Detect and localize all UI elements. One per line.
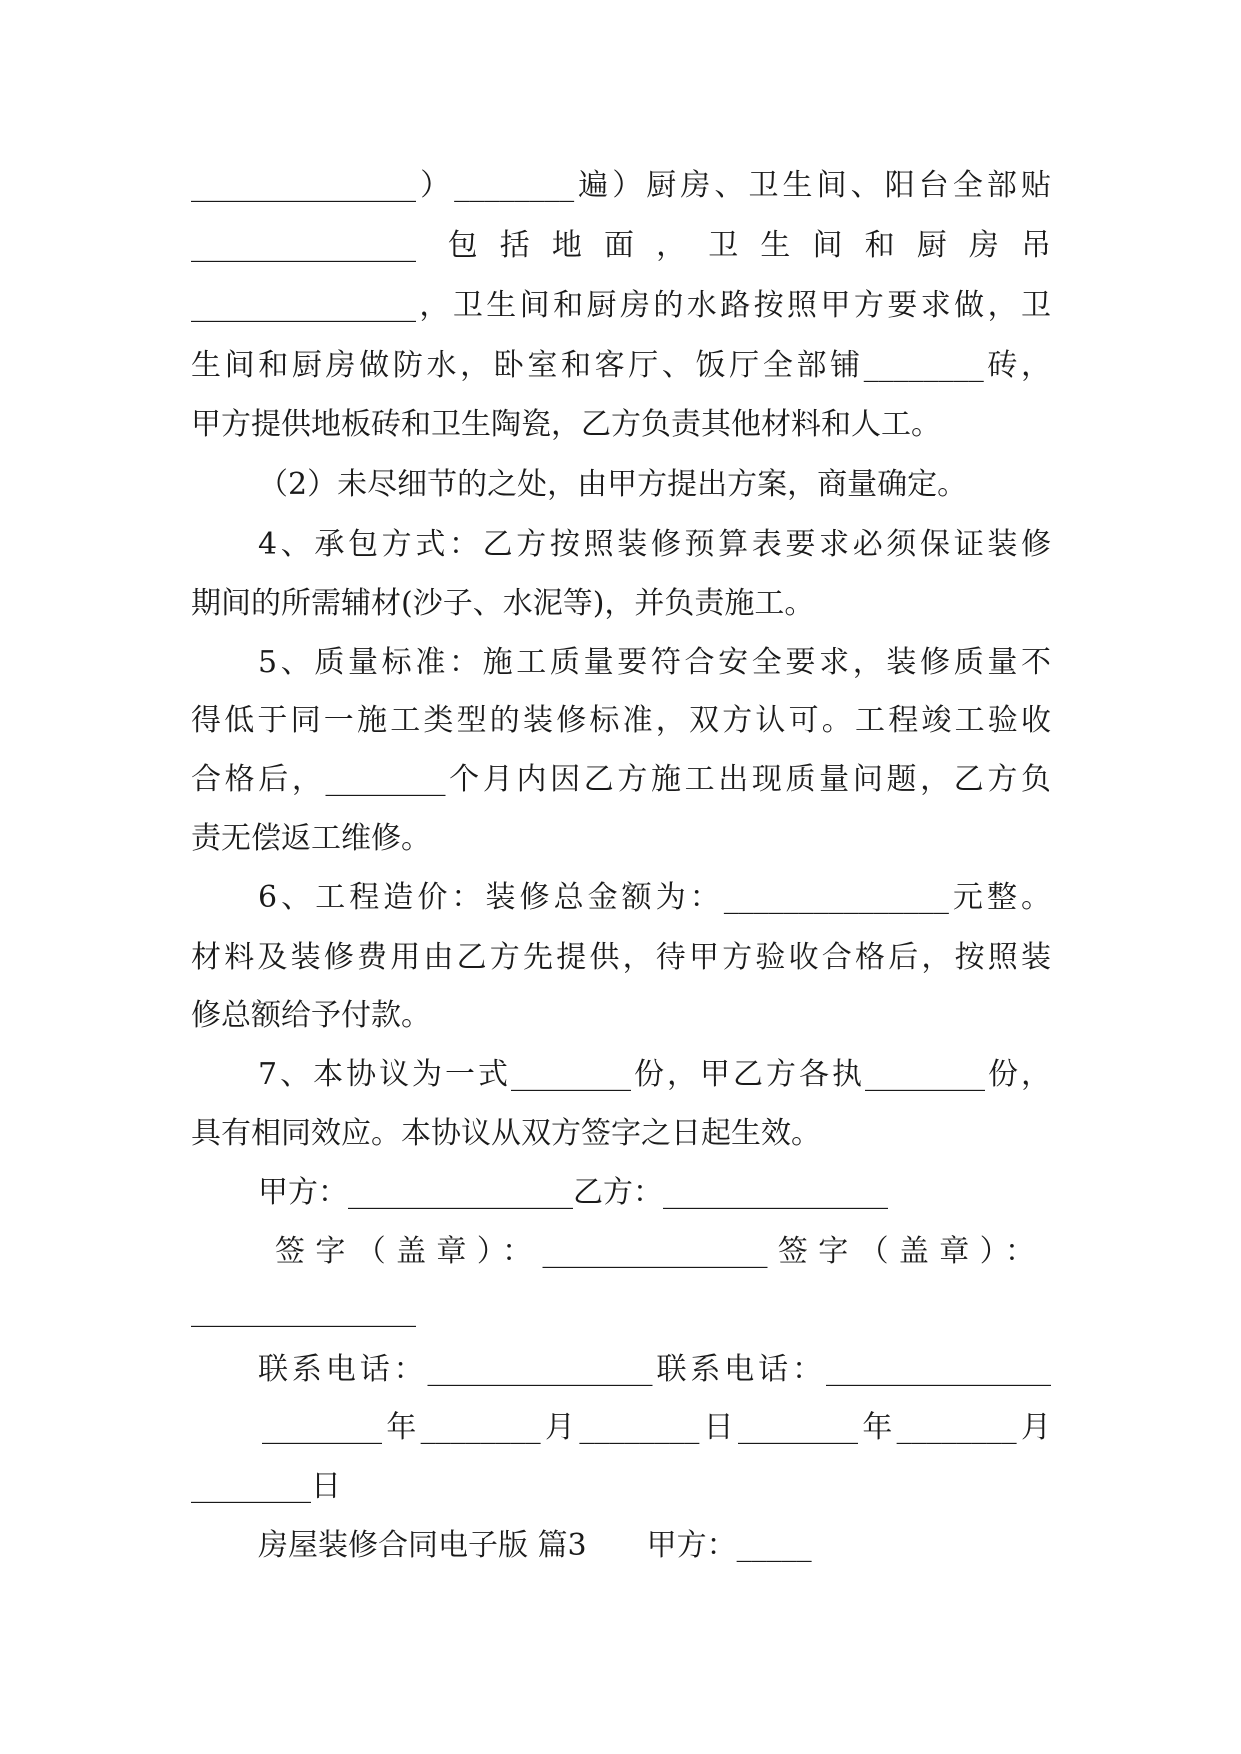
- text-line: 具有相同效应。本协议从双方签字之日起生效。: [191, 1116, 821, 1151]
- text-line: _______________: [191, 1293, 416, 1328]
- text-line: 签字（盖章）：_______________签字（盖章）：: [275, 1234, 1035, 1269]
- text-line: 甲方提供地板砖和卫生陶瓷，乙方负责其他材料和人工。: [191, 407, 941, 442]
- text-line: ________日: [191, 1469, 341, 1504]
- text-line: （2）未尽细节的之处，由甲方提出方案，商量确定。: [258, 467, 968, 502]
- text-line: 联系电话：_______________联系电话：_______________: [258, 1352, 1051, 1387]
- text-line: 4、承包方式：乙方按照装修预算表要求必须保证装修: [258, 527, 1051, 562]
- text-line: 6、工程造价：装修总金额为：_______________元整。: [258, 880, 1051, 915]
- text-line: 责无偿返工维修。: [191, 821, 431, 856]
- text-line: 得低于同一施工类型的装修标准，双方认可。工程竣工验收: [191, 703, 1051, 738]
- text-line: 甲方：_______________乙方：_______________: [258, 1175, 888, 1210]
- text-line: _______________）________遍）厨房、卫生间、阳台全部贴: [191, 168, 1051, 203]
- text-line: ________年________月________日________年________月: [262, 1410, 1051, 1445]
- text-line: 生间和厨房做防水，卧室和客厅、饭厅全部铺________砖，: [191, 348, 1051, 383]
- text-line: 7、本协议为一式________份，甲乙方各执________份，: [258, 1057, 1051, 1092]
- text-line: 材料及装修费用由乙方先提供，待甲方验收合格后，按照装: [191, 940, 1051, 975]
- text-line: 房屋装修合同电子版 篇3 甲方：_____: [258, 1528, 812, 1563]
- text-line: 合格后，________个月内因乙方施工出现质量问题，乙方负: [191, 762, 1051, 797]
- text-line: 期间的所需辅材(沙子、水泥等)，并负责施工。: [191, 586, 815, 621]
- text-line: _______________ 包括地面，卫生间和厨房吊: [191, 228, 1051, 263]
- text-line: 修总额给予付款。: [191, 998, 431, 1033]
- text-line: _______________，卫生间和厨房的水路按照甲方要求做，卫: [191, 288, 1051, 323]
- text-line: 5、质量标准：施工质量要符合安全要求，装修质量不: [258, 645, 1051, 680]
